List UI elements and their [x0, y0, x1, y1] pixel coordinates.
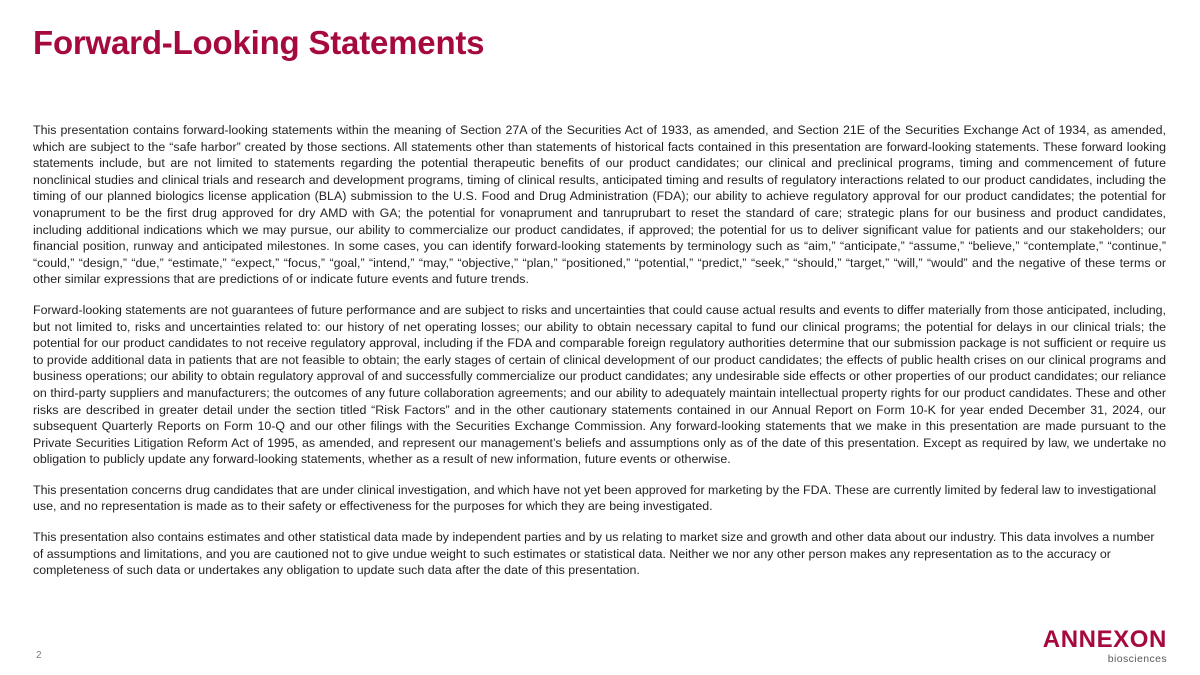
page-title: Forward-Looking Statements [33, 24, 485, 61]
body-text-block [33, 122, 1166, 579]
paragraph-third-party-data: This presentation also contains estimates and other statistical data made by independent parties and by us relating to market size and growth and other data about our industry. This data involves a number of assumptions and limitations, and you are cautioned not to give undue weight to such estimates or statistical data. Neither we nor any other person makes any representation as to the accuracy or completeness of such data or undertakes any obligation to update such data after the date of this presentation. [33, 530, 1155, 578]
company-logo [1043, 628, 1167, 666]
paragraph-forward-looking-definition: This presentation contains forward-looking statements within the meaning of Section 27A of the Securities Act of 1933, as amended, and Section 21E of the Securities Exchange Act of 1934, as amended, which are subject to the “safe harbor” created by those sections. All statements other than statements of historical facts contained in this presentation are forward-looking statements. These forward looking statements include, but are not limited to statements regarding the potential therapeutic benefits of our product candidates; our clinical and preclinical programs, timing and commencement of future nonclinical studies and clinical trials and research and development programs, timing of clinical results, anticipated timing and results of regulatory interactions related to our product candidates, including the timing of our planned biologics license application (BLA) submission to the U.S. Food and Drug Administration (FDA); our ability to achieve regulatory approval for our product candidates; the potential for vonaprument to be the first drug approved for dry AMD with GA; the potential for vonaprument and tanruprubart to reset the standard of care; strategic plans for our business and product candidates, including additional indications which we may pursue, our ability to commercialize our product candidates, if approved; the potential for us to deliver significant value for patients and our stakeholders; our financial position, runway and anticipated milestones. In some cases, you can identify forward-looking statements by terminology such as “aim,” “anticipate,” “assume,” “believe,” “contemplate,” “continue,” “could,” “design,” “due,” “estimate,” “expect,” “focus,” “goal,” “intend,” “may,” “objective,” “plan,” “positioned,” “potential,” “predict,” “seek,” “should,” “target,” “will,” “would” and the negative of these terms or other similar expressions that are predictions of or indicate future events and future trends. [33, 123, 1166, 287]
logo-tagline: biosciences [1107, 653, 1167, 665]
logo-wordmark: ANNEXON [1042, 626, 1167, 653]
paragraph-investigational-use: This presentation concerns drug candidates that are under clinical investigation, and which have not yet been approved for marketing by the FDA. These are currently limited by federal law to investigational use, and no representation is made as to their safety or effectiveness for the purposes for which they are being investigated. [33, 482, 1157, 514]
page-number: 2 [36, 650, 42, 661]
paragraph-risks-and-uncertainties: Forward-looking statements are not guarantees of future performance and are subject to risks and uncertainties that could cause actual results and events to differ materially from those anticipated, including, but not limited to, risks and uncertainties related to: our history of net operating losses; our ability to obtain necessary capital to fund our clinical programs; the potential for delays in our clinical trials; the potential for our product candidates to not receive regulatory approval, including if the FDA and comparable foreign regulatory authorities determine that our submission package is not sufficient or require us to provide additional data in patients that are not feasible to obtain; the early stages of certain of clinical development of our product candidates; the effects of public health crises on our clinical programs and business operations; our ability to obtain regulatory approval of and successfully commercialize our product candidates; any undesirable side effects or other properties of our product candidates; our reliance on third-party suppliers and manufacturers; the outcomes of any future collaboration agreements; and our ability to adequately maintain intellectual property rights for our product candidates. These and other risks are described in greater detail under the section titled “Risk Factors” and in the other cautionary statements contained in our Annual Report on Form 10-K for year ended December 31, 2024, our subsequent Quarterly Reports on Form 10-Q and our other filings with the Securities Exchange Commission. Any forward-looking statements that we make in this presentation are made pursuant to the Private Securities Litigation Reform Act of 1995, as amended, and represent our management’s beliefs and assumptions only as of the date of this presentation. Except as required by law, we undertake no obligation to publicly update any forward-looking statements, whether as a result of new information, future events or otherwise. [33, 302, 1166, 467]
